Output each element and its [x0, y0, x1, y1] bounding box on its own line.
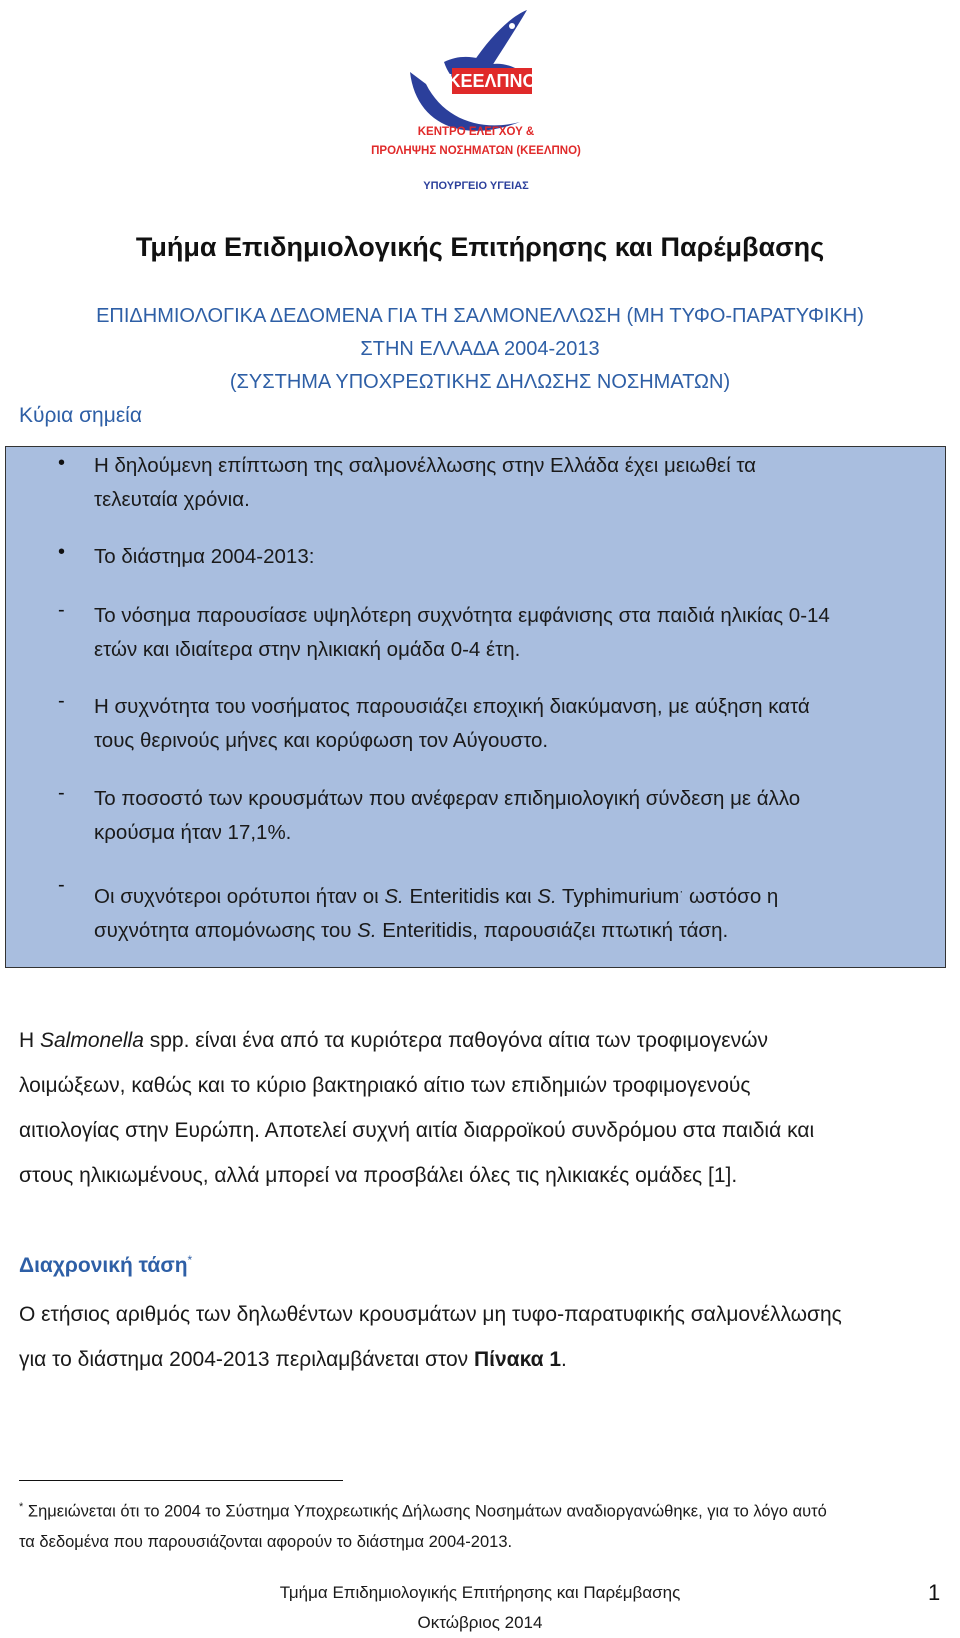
- italic-genus: S.: [357, 918, 377, 942]
- text-run: Typhimurium: [556, 884, 680, 908]
- intro-line-1: [19, 1018, 947, 1063]
- key-points-heading: Κύρια σημεία: [19, 404, 142, 427]
- text-run: Η: [19, 1029, 40, 1052]
- intro-line-2: λοιμώξεων, καθώς και το κύριο βακτηριακό αίτιο των επιδημιών τροφιμογενούς: [19, 1074, 751, 1097]
- page-footer: [200, 1578, 760, 1638]
- text-run: Σημειώνεται ότι το 2004 το Σύστημα Υποχρεωτικής Δήλωσης Νοσημάτων αναδιοργανώθηκε, για το λόγο αυτό: [23, 1502, 827, 1521]
- dash-marker: -: [58, 874, 65, 896]
- text-run: ωστόσο η: [683, 884, 779, 908]
- dash-2-line-2: τους θερινούς μήνες και κορύφωση τον Αύγουστο.: [94, 729, 549, 752]
- keelpno-logo: [352, 4, 600, 198]
- dash-3-line-2: κρούσμα ήταν 17,1%.: [94, 821, 292, 844]
- footnote: [19, 1492, 947, 1557]
- footer-date: Οκτώβριος 2014: [417, 1613, 543, 1632]
- text-run: Enteritidis και: [403, 884, 538, 908]
- logo-name: ΚΕΕΛΠΝΟ: [447, 71, 537, 91]
- text-run: spp. είναι ένα από τα κυριότερα παθογόνα αίτια των τροφιμογενών: [143, 1029, 768, 1052]
- footnote-mark: *: [19, 1501, 24, 1513]
- intro-paragraph: [19, 1018, 947, 1198]
- trend-heading: [19, 1253, 192, 1278]
- key-point-2: Το διάστημα 2004-2013:: [94, 545, 315, 568]
- trend-heading-text: Διαχρονική τάση: [19, 1254, 188, 1277]
- dash-marker: -: [58, 690, 65, 712]
- text-run: για το διάστημα 2004-2013 περιλαμβάνεται στον: [19, 1348, 474, 1371]
- footnote-line-2: τα δεδομένα που παρουσιάζονται αφορούν το διάστημα 2004-2013.: [19, 1532, 513, 1551]
- trend-paragraph: [19, 1292, 947, 1382]
- key-point-dash-3: [94, 782, 946, 850]
- subtitle-line-2: ΣΤΗΝ ΕΛΛΑΔΑ 2004-2013: [360, 338, 600, 360]
- table-reference: Πίνακα 1: [474, 1348, 562, 1371]
- footnote-line-1: [19, 1492, 947, 1527]
- key-point-1-line-1: Η δηλούμενη επίπτωση της σαλμονέλλωσης στην Ελλάδα έχει μειωθεί τα: [94, 454, 756, 477]
- bullet-icon: •: [58, 541, 66, 563]
- footer-dept: Τμήμα Επιδημιολογικής Επιτήρησης και Παρέμβασης: [279, 1583, 681, 1602]
- key-point-dash-1: [94, 599, 946, 667]
- intro-line-4: στους ηλικιωμένους, αλλά μπορεί να προσβάλει όλες τις ηλικιακές ομάδες [1].: [19, 1164, 738, 1187]
- logo-line-1: ΚΕΝΤΡΟ ΕΛΕΓΧΟΥ &: [417, 126, 535, 138]
- intro-line-3: αιτιολογίας στην Ευρώπη. Αποτελεί συχνή αιτία διαρροϊκού συνδρόμου στα παιδιά και: [19, 1119, 815, 1142]
- page-number: 1: [928, 1580, 941, 1605]
- trend-line-1: Ο ετήσιος αριθμός των δηλωθέντων κρουσμάτων μη τυφο-παρατυφικής σαλμονέλλωσης: [19, 1303, 842, 1326]
- subtitle-line-3: (ΣΥΣΤΗΜΑ ΥΠΟΧΡΕΩΤΙΚΗΣ ΔΗΛΩΣΗΣ ΝΟΣΗΜΑΤΩΝ): [229, 371, 731, 393]
- text-run: συχνότητα απομόνωσης του: [94, 918, 358, 942]
- footnote-divider: [19, 1480, 343, 1481]
- key-point-dash-4: [94, 874, 946, 948]
- dash-4-line-1: [94, 874, 946, 914]
- text-run: Οι συχνότεροι ορότυποι ήταν οι: [94, 884, 385, 908]
- dash-4-line-2: [94, 914, 946, 948]
- trend-line-2: [19, 1337, 947, 1382]
- dash-1-line-1: Το νόσημα παρουσίασε υψηλότερη συχνότητα εμφάνισης στα παιδιά ηλικίας 0-14: [94, 604, 830, 627]
- dove-logo-icon: [352, 4, 600, 198]
- footnote-mark: *: [187, 1253, 193, 1267]
- dash-2-line-1: Η συχνότητα του νοσήματος παρουσιάζει εποχική διακύμανση, με αύξηση κατά: [94, 695, 810, 718]
- raised-dot: ·: [679, 884, 684, 898]
- dash-marker: -: [58, 599, 65, 621]
- dash-3-line-1: Το ποσοστό των κρουσμάτων που ανέφεραν επιδημιολογική σύνδεση με άλλο: [94, 787, 801, 810]
- key-point-1-line-2: τελευταία χρόνια.: [94, 488, 250, 511]
- key-point-1: [94, 449, 946, 517]
- report-subtitle: [0, 300, 960, 399]
- subtitle-line-1: ΕΠΙΔΗΜΙΟΛΟΓΙΚΑ ΔΕΔΟΜΕΝΑ ΓΙΑ ΤΗ ΣΑΛΜΟΝΕΛΛΩΣΗ (ΜΗ ΤΥΦΟ-ΠΑΡΑΤΥΦΙΚΗ): [96, 305, 864, 327]
- text-run: .: [561, 1348, 567, 1371]
- key-point-dash-2: [94, 690, 946, 758]
- bullet-icon: •: [58, 452, 66, 474]
- dash-1-line-2: ετών και ιδιαίτερα στην ηλικιακή ομάδα 0-4 έτη.: [94, 638, 521, 661]
- department-title: Τμήμα Επιδημιολογικής Επιτήρησης και Παρέμβασης: [135, 232, 825, 262]
- italic-genus: S.: [384, 884, 404, 908]
- italic-term: Salmonella: [40, 1029, 144, 1052]
- logo-ministry: ΥΠΟΥΡΓΕΙΟ ΥΓΕΙΑΣ: [423, 180, 529, 192]
- text-run: Enteritidis, παρουσιάζει πτωτική τάση.: [376, 918, 729, 942]
- italic-genus: S.: [537, 884, 557, 908]
- dash-marker: -: [58, 782, 65, 804]
- logo-line-2: ΠΡΟΛΗΨΗΣ ΝΟΣΗΜΑΤΩΝ (ΚΕΕΛΠΝΟ): [371, 145, 581, 157]
